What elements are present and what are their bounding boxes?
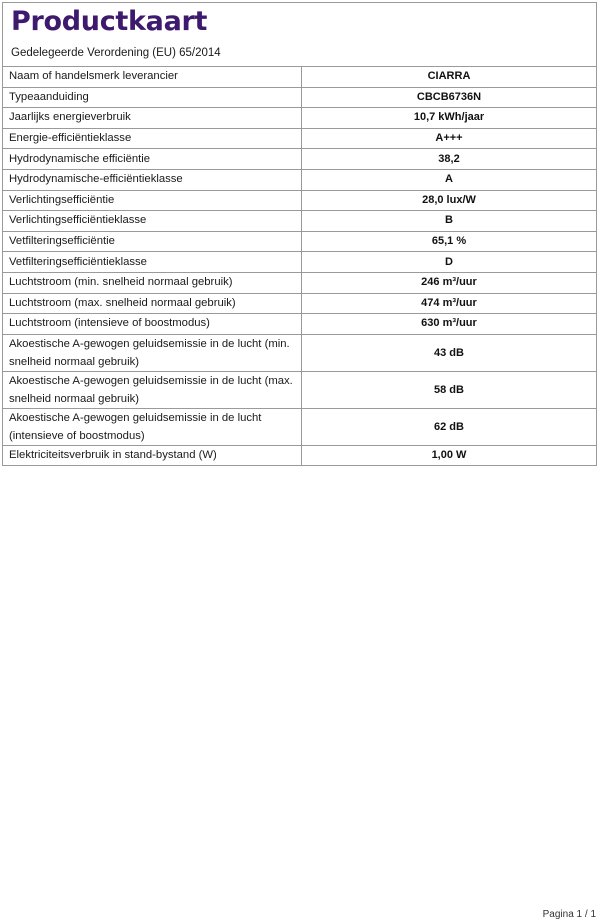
table-row [3, 169, 597, 190]
row-value: 38,2 [302, 149, 597, 170]
table-row [3, 314, 597, 335]
row-value: 43 dB [302, 334, 597, 371]
table-row [3, 108, 597, 129]
table-row [3, 231, 597, 252]
table-row [3, 128, 597, 149]
row-value: B [302, 211, 597, 232]
row-label: Verlichtingsefficiëntieklasse [3, 211, 302, 232]
row-label: Vetfilteringsefficiëntieklasse [3, 252, 302, 273]
row-label: Hydrodynamische efficiëntie [3, 149, 302, 170]
table-row [3, 445, 597, 466]
row-label: Hydrodynamische-efficiëntieklasse [3, 169, 302, 190]
row-label: Akoestische A-gewogen geluidsemissie in de lucht (min. snelheid normaal gebruik) [3, 334, 302, 371]
regulation-subtitle: Gedelegeerde Verordening (EU) 65/2014 [11, 47, 221, 59]
table-row [3, 334, 597, 371]
table-row [3, 408, 597, 445]
row-label: Naam of handelsmerk leverancier [3, 67, 302, 88]
row-value: CBCB6736N [302, 87, 597, 108]
spec-table [2, 66, 597, 466]
row-label: Luchtstroom (intensieve of boostmodus) [3, 314, 302, 335]
table-row [3, 190, 597, 211]
row-value: 1,00 W [302, 445, 597, 466]
row-label: Luchtstroom (min. snelheid normaal gebruik) [3, 272, 302, 293]
row-value: 65,1 % [302, 231, 597, 252]
row-label: Energie-efficiëntieklasse [3, 128, 302, 149]
table-row [3, 272, 597, 293]
page-number: Pagina 1 / 1 [542, 909, 596, 920]
row-label: Akoestische A-gewogen geluidsemissie in de lucht (intensieve of boostmodus) [3, 408, 302, 445]
table-row [3, 252, 597, 273]
row-value: 474 m³/uur [302, 293, 597, 314]
row-value: A+++ [302, 128, 597, 149]
row-label: Vetfilteringsefficiëntie [3, 231, 302, 252]
row-value: D [302, 252, 597, 273]
table-row [3, 149, 597, 170]
row-value: 28,0 lux/W [302, 190, 597, 211]
row-label: Luchtstroom (max. snelheid normaal gebruik) [3, 293, 302, 314]
header-box [2, 2, 597, 66]
row-value: A [302, 169, 597, 190]
row-value: CIARRA [302, 67, 597, 88]
row-label: Elektriciteitsverbruik in stand-bystand (W) [3, 445, 302, 466]
row-value: 10,7 kWh/jaar [302, 108, 597, 129]
table-row [3, 211, 597, 232]
table-row [3, 371, 597, 408]
row-value: 58 dB [302, 371, 597, 408]
row-value: 62 dB [302, 408, 597, 445]
table-row [3, 67, 597, 88]
table-row [3, 293, 597, 314]
row-value: 630 m³/uur [302, 314, 597, 335]
row-label: Verlichtingsefficiëntie [3, 190, 302, 211]
row-value: 246 m³/uur [302, 272, 597, 293]
row-label: Akoestische A-gewogen geluidsemissie in de lucht (max. snelheid normaal gebruik) [3, 371, 302, 408]
table-row [3, 87, 597, 108]
row-label: Jaarlijks energieverbruik [3, 108, 302, 129]
page-title: Productkaart [11, 6, 208, 37]
row-label: Typeaanduiding [3, 87, 302, 108]
